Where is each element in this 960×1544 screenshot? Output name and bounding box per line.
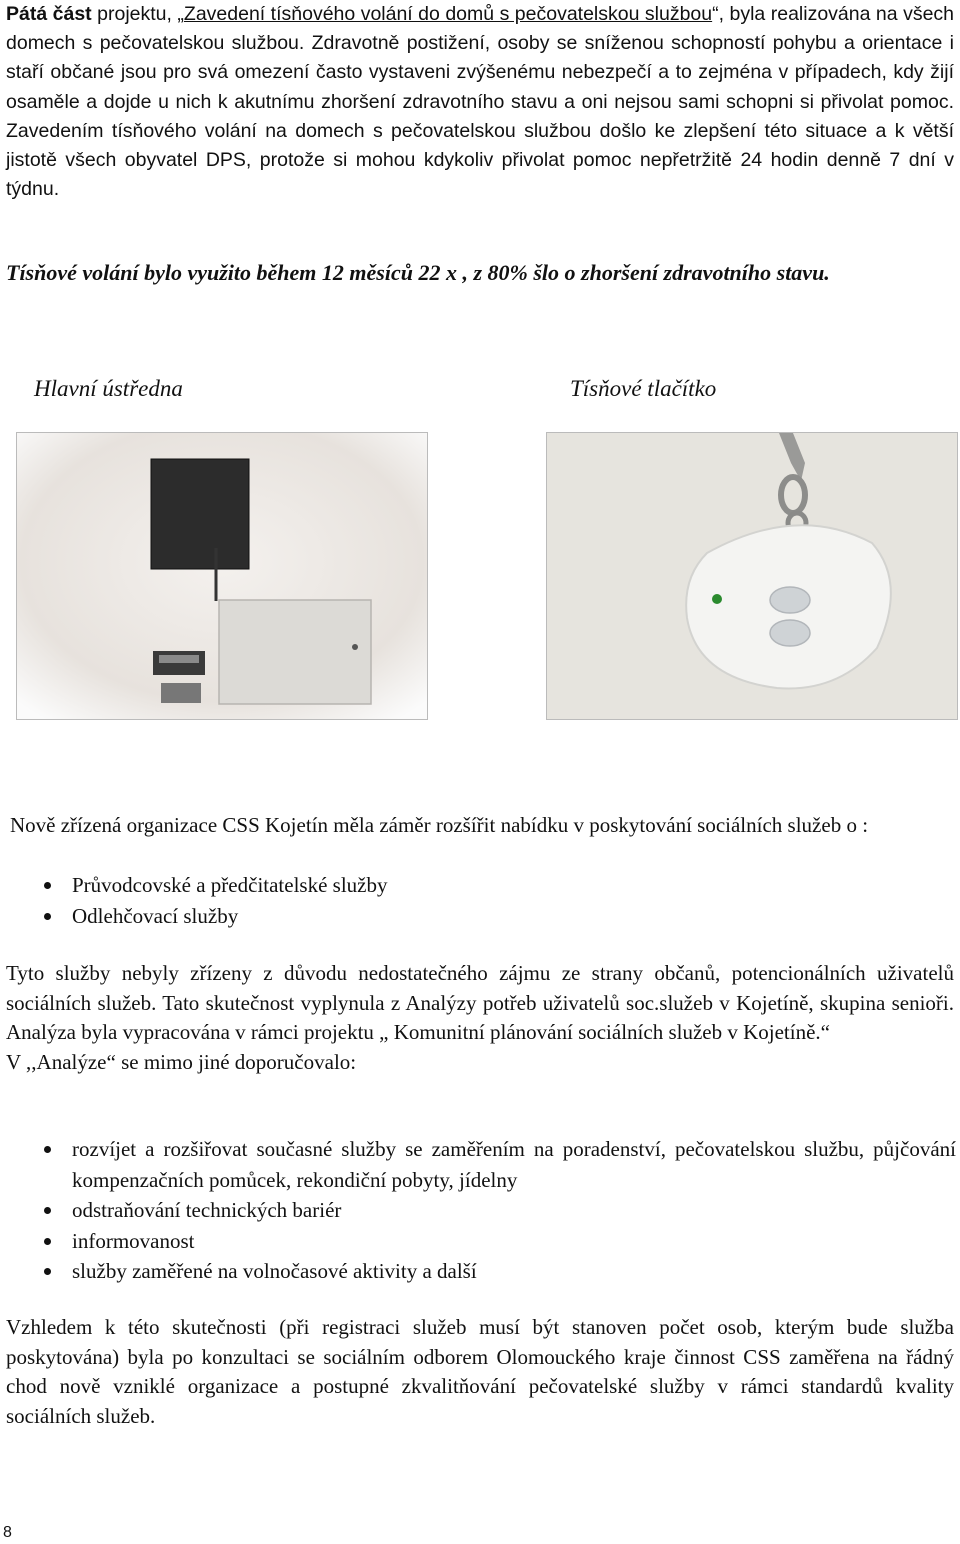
- list-item: informovanost: [0, 1226, 960, 1257]
- panic-button-illustration: [547, 433, 957, 719]
- emphasis-statement: Tísňové volání bylo využito během 12 měsíců 22 x , z 80% šlo o zhoršení zdravotního stavu.: [6, 260, 830, 285]
- list-item: Průvodcovské a předčitatelské služby: [0, 870, 388, 901]
- project-title: Zavedení tísňového volání do domů s pečovatelskou službou: [183, 3, 713, 25]
- caption-main-unit: Hlavní ústředna: [34, 376, 183, 401]
- intro-lead: Pátá část: [6, 3, 92, 25]
- recommendations-list: [0, 1134, 960, 1287]
- intro-text-2: “, byla realizována na všech domech s pečovatelskou službou. Zdravotně postižení, osoby se sníženou schopností pohybu a orientace i staří občané jsou pro svá omezení často vystaveni zvýšenému nebezpečí a to zejména v případech, kdy žijí osaměle a dojde u nich k akutnímu zhoršení zdravotního stavu a oni nejsou sami schopni si přivolat pomoc. Zavedením tísňového volání na domech s pečovatelskou službou došlo ke zlepšení této situace a k větší jistotě všech obyvatel DPS, protože si mohou kdykoliv přivolat pomoc nepřetržitě 24 hodin denně 7 dní v týdnu.: [6, 3, 955, 201]
- list-item: rozvíjet a rozšiřovat současné služby se zaměřením na poradenství, pečovatelskou službu, půjčování kompenzačních pomůcek, rekondiční pobyty, jídelny: [0, 1134, 960, 1195]
- intro-text-1: projektu, „: [91, 3, 184, 25]
- list-item: Odlehčovací služby: [0, 901, 388, 932]
- intro-paragraph: [6, 0, 954, 204]
- analysis-text: Tyto služby nebyly zřízeny z důvodu nedostatečného zájmu ze strany občanů, potencionálních uživatelů sociálních služeb. Tato skutečnost vyplynula z Analýzy potřeb uživatelů soc.služeb v Kojetíně, skupina senioři. Analýza byla vypracována v rámci projektu „ Komunitní plánování sociálních služeb v Kojetíně.“: [6, 961, 954, 1044]
- main-unit-illustration: [17, 433, 427, 719]
- conclusion-paragraph: Vzhledem k této skutečnosti (při registraci služeb musí být stanoven počet osob, kterým bude služba poskytována) byla po konzultaci se sociálním odborem Olomouckého kraje činnost CSS zaměřena na řádný chod nově vzniklé organizace a postupné zkvalitňování pečovatelské služby v rámci standardů kvality sociálních služeb.: [6, 1315, 954, 1428]
- main-unit-photo: [16, 432, 428, 720]
- caption-panic-button: Tísňové tlačítko: [570, 376, 717, 401]
- planned-services-list: [0, 870, 388, 931]
- page-number: 8: [3, 1524, 12, 1541]
- list-item: odstraňování technických bariér: [0, 1195, 960, 1226]
- services-intro: [6, 811, 954, 841]
- analysis-recommend-lead: V ,,Analýze“ se mimo jiné doporučovalo:: [6, 1049, 357, 1074]
- services-intro-text: Nově zřízená organizace CSS Kojetín měla záměr rozšířit nabídku v poskytování sociálních služeb o :: [10, 813, 869, 837]
- list-item: služby zaměřené na volnočasové aktivity a další: [0, 1256, 960, 1287]
- analysis-paragraph: [6, 959, 954, 1077]
- panic-button-photo: [546, 432, 958, 720]
